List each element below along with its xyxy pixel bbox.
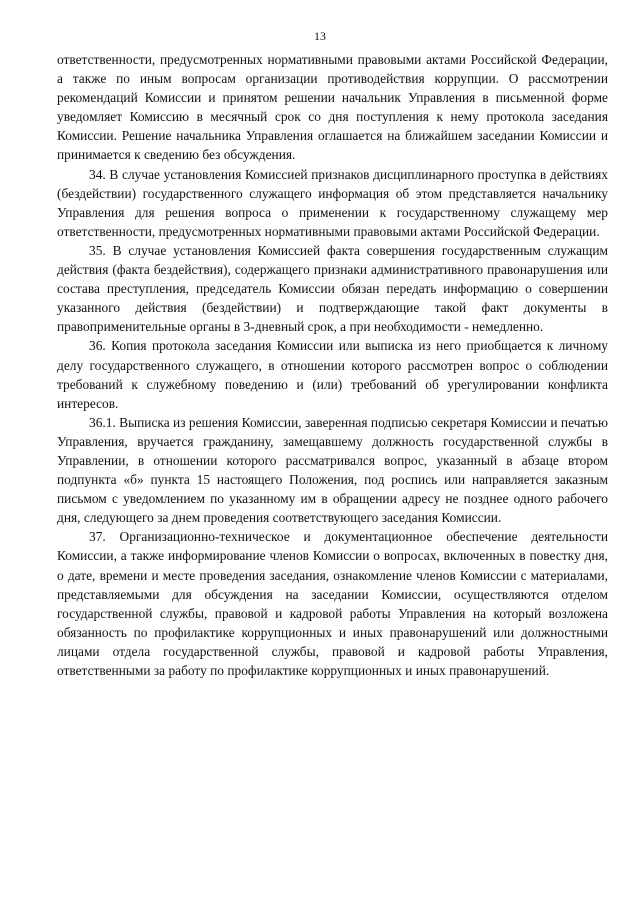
paragraph-36: 36. Копия протокола заседания Комиссии или выписка из него приобщается к личному делу государственного служащего, в отношении которого рассмотрен вопрос о соблюдении требований к служебному поведению и (или) требований об урегулировании конфликта интересов. [57, 338, 608, 411]
page-number: 13 [314, 29, 326, 43]
paragraph-34: 34. В случае установления Комиссией признаков дисциплинарного проступка в действиях (бездействии) государственного служащего информация об этом представляется начальнику Управления для решения вопроса о применении к государственному служащему мер ответственности, предусмотренных нормативными правовыми актами Российской Федерации. [57, 166, 608, 239]
paragraph-35: 35. В случае установления Комиссией факта совершения государственным служащим действия (факта бездействия), содержащего признаки административного правонарушения или состава преступления, председатель Комиссии обязан передать информацию о совершении указанного действия (бездействии) и подтверждающие такой факт документы в правоприменительные органы в 3-дневный срок, а при необходимости - немедленно. [57, 242, 608, 335]
paragraph-continuation: ответственности, предусмотренных нормативными правовыми актами Российской Федерации, а также по иным вопросам организации противодействия коррупции. О рассмотрении рекомендаций Комиссии и принятом решении начальник Управления в письменной форме уведомляет Комиссию в месячный срок со дня поступления к нему протокола заседания Комиссии. Решение начальника Управления оглашается на ближайшем заседании Комиссии и принимается к сведению без обсуждения. [57, 52, 608, 163]
paragraph-36-1: 36.1. Выписка из решения Комиссии, заверенная подписью секретаря Комиссии и печатью Управления, вручается гражданину, замещавшему должность государственной службы в Управлении, в отношении которого рассматривался вопрос, указанный в абзаце втором подпункта «б» пункта 15 настоящего Положения, под роспись или направляется заказным письмом с уведомлением по указанному им в обращении адресу не позднее одного рабочего дня, следующего за днем проведения соответствующего заседания Комиссии. [57, 414, 608, 526]
document-body [57, 50, 608, 680]
paragraph-37: 37. Организационно-техническое и документационное обеспечение деятельности Комиссии, а также информирование членов Комиссии о вопросах, включенных в повестку дня, о дате, времени и месте проведения заседания, ознакомление членов Комиссии с материалами, представляемыми для обсуждения на заседании Комиссии, осуществляются отделом государственной службы, правовой и кадровой работы Управления на который возложена обязанность по профилактике коррупционных и иных правонарушений или должностными лицами отдела государственной службы, правовой и кадровой работы Управления, ответственными за работу по профилактике коррупционных и иных правонарушений. [57, 529, 608, 678]
